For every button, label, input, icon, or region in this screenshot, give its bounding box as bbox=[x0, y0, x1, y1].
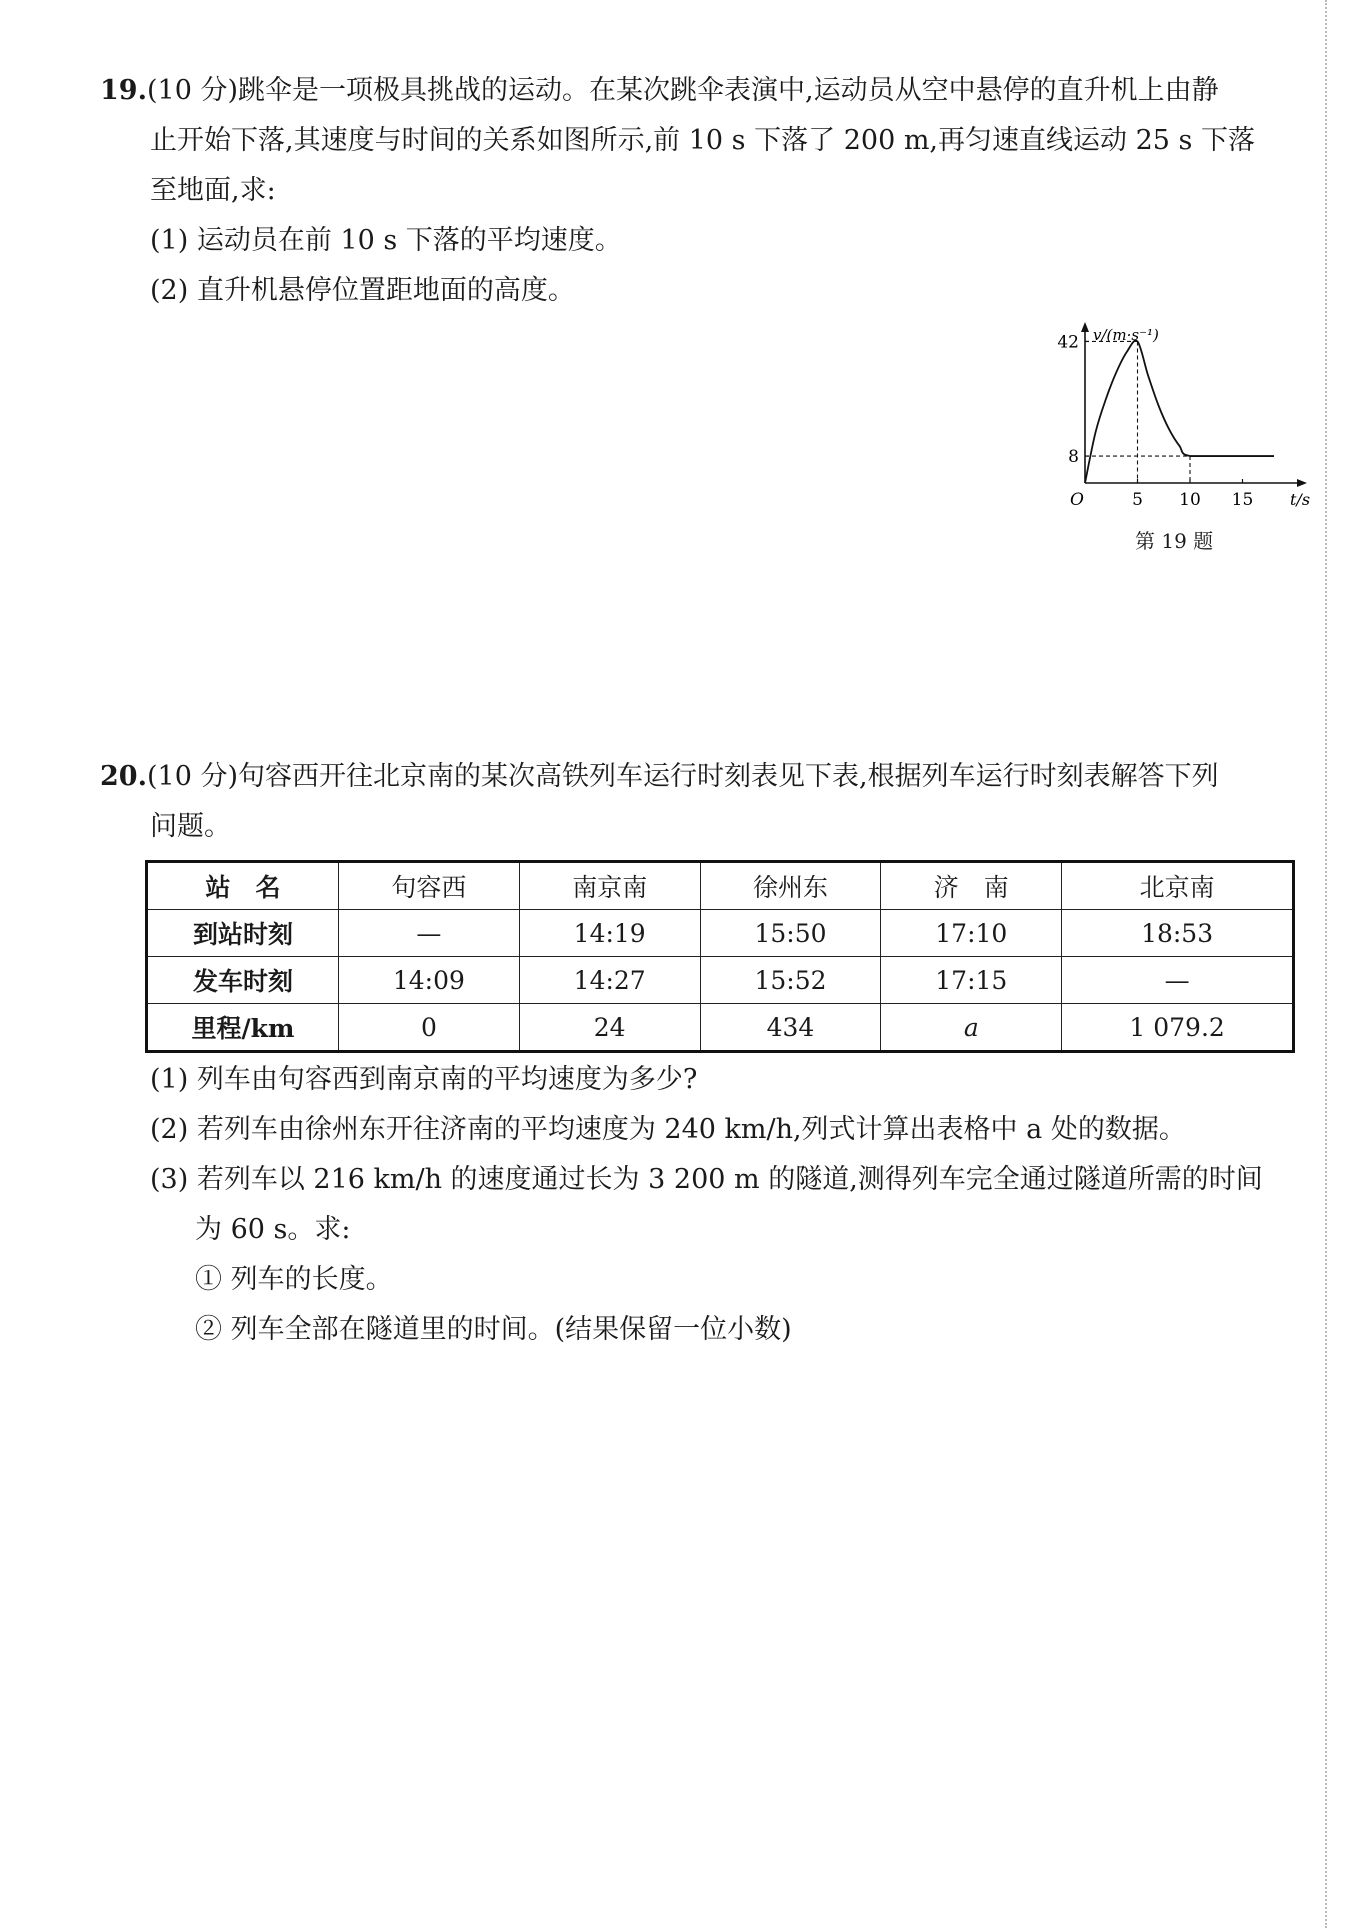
table-cell: 发车时刻 bbox=[147, 957, 339, 1004]
x-axis-label: t/s bbox=[1290, 490, 1310, 509]
table-cell: — bbox=[339, 910, 520, 957]
velocity-time-graph bbox=[1030, 318, 1310, 528]
sub-question-2: (2) 直升机悬停位置距地面的高度。 bbox=[150, 275, 575, 306]
y-axis-label: v/(m·s⁻¹) bbox=[1093, 326, 1159, 344]
table-cell: 里程/km bbox=[147, 1004, 339, 1052]
train-timetable bbox=[145, 860, 1295, 1053]
table-cell: 0 bbox=[339, 1004, 520, 1052]
y-tick-label: 42 bbox=[1057, 332, 1079, 353]
x-axis-arrow bbox=[1297, 479, 1307, 487]
x-tick-label: 10 bbox=[1179, 490, 1201, 510]
origin-label: O bbox=[1070, 490, 1084, 510]
table-cell: 17:10 bbox=[881, 910, 1062, 957]
table-cell: 14:19 bbox=[519, 910, 700, 957]
table-cell: — bbox=[1062, 957, 1294, 1004]
table-cell: 24 bbox=[519, 1004, 700, 1052]
table-cell: 14:27 bbox=[519, 957, 700, 1004]
question-text: (10 分)句容西开往北京南的某次高铁列车运行时刻表见下表,根据列车运行时刻表解答下列 bbox=[146, 761, 1219, 792]
sub-question-1: (1) 列车由句容西到南京南的平均速度为多少? bbox=[150, 1064, 698, 1095]
question-19-line-2: 止开始下落,其速度与时间的关系如图所示,前 10 s 下落了 200 m,再匀速直线运动 25 s 下落 bbox=[150, 125, 1255, 156]
x-tick-label: 5 bbox=[1132, 490, 1143, 510]
table-cell: 1 079.2 bbox=[1062, 1004, 1294, 1052]
table-header-row bbox=[147, 862, 1294, 910]
sub-question-2: (2) 若列车由徐州东开往济南的平均速度为 240 km/h,列式计算出表格中 a 处的数据。 bbox=[150, 1114, 1186, 1145]
table-cell: a bbox=[881, 1004, 1062, 1052]
table-cell: 18:53 bbox=[1062, 910, 1294, 957]
sub-question-3-part-2: ② 列车全部在隧道里的时间。(结果保留一位小数) bbox=[195, 1314, 792, 1345]
table-row bbox=[147, 957, 1294, 1004]
table-cell: 到站时刻 bbox=[147, 910, 339, 957]
page-edge-divider bbox=[1325, 0, 1328, 1928]
question-19-line-1 bbox=[100, 66, 1300, 116]
y-axis-arrow bbox=[1081, 322, 1089, 332]
table-cell: 站 名 bbox=[147, 862, 339, 910]
sub-question-1: (1) 运动员在前 10 s 下落的平均速度。 bbox=[150, 225, 622, 256]
table-cell: 15:50 bbox=[700, 910, 881, 957]
question-number: 19. bbox=[100, 75, 147, 106]
question-20-line-2: 问题。 bbox=[150, 811, 231, 842]
question-number: 20. bbox=[100, 761, 147, 792]
x-tick-label: 15 bbox=[1231, 490, 1254, 510]
figure-caption: 第 19 题 bbox=[1135, 529, 1214, 553]
question-19 bbox=[100, 66, 1300, 316]
table-cell: 徐州东 bbox=[700, 862, 881, 910]
table-cell: 15:52 bbox=[700, 957, 881, 1004]
table-cell: 17:15 bbox=[881, 957, 1062, 1004]
question-text: (10 分)跳伞是一项极具挑战的运动。在某次跳伞表演中,运动员从空中悬停的直升机上由静 bbox=[146, 75, 1219, 106]
sub-question-3: (3) 若列车以 216 km/h 的速度通过长为 3 200 m 的隧道,测得列车完全通过隧道所需的时间 bbox=[150, 1164, 1263, 1195]
table-cell: 434 bbox=[700, 1004, 881, 1052]
question-20-line-1 bbox=[100, 752, 1300, 802]
table-cell: 南京南 bbox=[519, 862, 700, 910]
question-20-subquestions bbox=[100, 1055, 1300, 1355]
y-tick-label: 8 bbox=[1068, 447, 1079, 468]
sub-question-3-cont: 为 60 s。求: bbox=[195, 1214, 351, 1245]
table-row bbox=[147, 1004, 1294, 1052]
question-20 bbox=[100, 752, 1300, 852]
table-cell: 北京南 bbox=[1062, 862, 1294, 910]
question-19-line-3: 至地面,求: bbox=[150, 175, 276, 206]
table-cell: 句容西 bbox=[339, 862, 520, 910]
table-cell: 济 南 bbox=[881, 862, 1062, 910]
sub-question-3-part-1: ① 列车的长度。 bbox=[195, 1264, 393, 1295]
velocity-curve bbox=[1085, 341, 1274, 483]
table-cell: 14:09 bbox=[339, 957, 520, 1004]
table-row bbox=[147, 910, 1294, 957]
